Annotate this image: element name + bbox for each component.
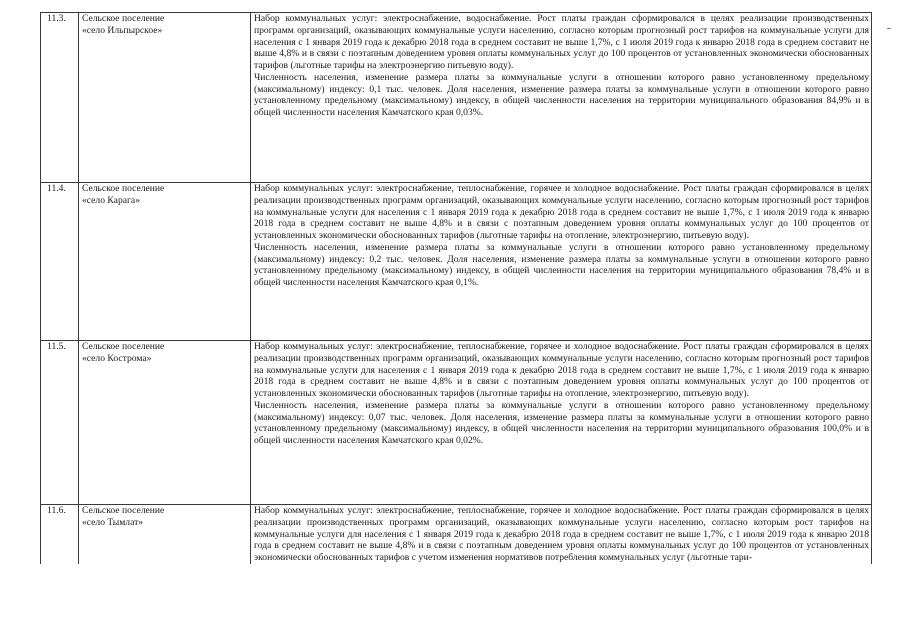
table-row bbox=[41, 505, 872, 564]
description-cell bbox=[251, 505, 872, 564]
page-mark bbox=[887, 28, 891, 29]
description-cell bbox=[251, 13, 872, 183]
settlement-type: Сельское поселение bbox=[82, 341, 165, 352]
row-number: 11.3. bbox=[41, 13, 79, 183]
settlement-type: Сельское поселение bbox=[82, 13, 165, 24]
settlement-title: «село Кострома» bbox=[82, 352, 152, 364]
services-paragraph: Набор коммунальных услуг: электроснабжение, теплоснабжение, горячее и холодное водоснабжение. Рост платы граждан сформировался в целях реализации производственных программ организаций, оказывающих коммунальные услуги населению, согласно которым рост тарифов на коммунальные услуги для населения с 1 января 2019 года к декабрю 2018 года в среднем составит не выше 1,7%, с 1 июля 2019 года к январю 2018 года в среднем составит не выше 4,8% и в связи с поэтапным доведением уровня оплаты коммунальных услуг до 100 процентов от установленных экономически обоснованных тарифов с учетом изменения нормативов потребления коммунальных услуг (льготные тари- bbox=[254, 505, 869, 563]
population-paragraph: Численность населения, изменение размера платы за коммунальные услуги в отношении которого равно установленному предельному (максимальному) индексу: 0,1 тыс. человек. Доля населения, изменение размера платы за коммунальные услуги в отношении которого равно установленному предельному (максимальному) индексу, в общей численности населения на территории муниципального образования 84,9% и в общей численности населения Камчатского края 0,03%. bbox=[254, 71, 869, 118]
table-row bbox=[41, 183, 872, 341]
description-cell bbox=[251, 341, 872, 505]
services-paragraph: Набор коммунальных услуг: электроснабжение, теплоснабжение, горячее и холодное водоснабжение. Рост платы граждан сформировался в целях реализации производственных программ организаций, оказывающих коммунальные услуги населению, согласно которым прогнозный рост тарифов на коммунальные услуги для населения с 1 января 2019 года к декабрю 2018 года в среднем составит не выше 1,7%, с 1 июля 2019 года к январю 2018 года в среднем составит не выше 4,8% и в связи с поэтапным доведением уровня оплаты коммунальных услуг до 100 процентов от установленных экономически обоснованных тарифов (льготные тарифы на отопление, электроэнергию, питьевую воду). bbox=[254, 183, 869, 241]
services-paragraph: Набор коммунальных услуг: электроснабжение, теплоснабжение, горячее и холодное водоснабжение. Рост платы граждан сформировался в целях реализации производственных программ организаций, оказывающих коммунальные услуги населению, согласно которым прогнозный рост тарифов на коммунальные услуги для населения с 1 января 2019 года к декабрю 2018 года в среднем составит не выше 1,7%, с 1 июля 2019 года к январю 2018 года в среднем составит не выше 4,8% и в связи с поэтапным доведением уровня оплаты коммунальных услуг до 100 процентов от установленных экономически обоснованных тарифов (льготные тарифы на отопление, электроэнергию, питьевую воду). bbox=[254, 341, 869, 399]
settlement-name bbox=[79, 341, 251, 505]
settlement-name bbox=[79, 505, 251, 564]
row-number: 11.5. bbox=[41, 341, 79, 505]
settlement-name bbox=[79, 13, 251, 183]
population-paragraph: Численность населения, изменение размера платы за коммунальные услуги в отношении которого равно установленному предельному (максимальному) индексу: 0,07 тыс. человек. Доля населения, изменение размера платы за коммунальные услуги в отношении которого равно установленному предельному (максимальному) индексу, в общей численности населения на территории муниципального образования 100,0% и в общей численности населения Камчатского края 0,02%. bbox=[254, 399, 869, 446]
table-row bbox=[41, 341, 872, 505]
settlement-title: «село Карага» bbox=[82, 194, 140, 206]
population-paragraph: Численность населения, изменение размера платы за коммунальные услуги в отношении которого равно установленному предельному (максимальному) индексу: 0,2 тыс. человек. Доля населения, изменение размера платы за коммунальные услуги в отношении которого равно установленному предельному (максимальному) индексу, в общей численности населения на территории муниципального образования 78,4% и в общей численности населения Камчатского края 0,1%. bbox=[254, 241, 869, 288]
settlement-type: Сельское поселение bbox=[82, 183, 165, 194]
row-number: 11.6. bbox=[41, 505, 79, 564]
table-row bbox=[41, 13, 872, 183]
row-number: 11.4. bbox=[41, 183, 79, 341]
services-paragraph: Набор коммунальных услуг: электроснабжение, водоснабжение. Рост платы граждан сформировался в целях реализации производственных программ организаций, оказывающих коммунальные услуги населению, согласно которым прогнозный рост тарифов на коммунальные услуги для населения с 1 января 2019 года к декабрю 2018 года в среднем составит не выше 1,7%, с 1 июля 2019 года к январю 2018 года в среднем составит не выше 4,8% и в связи с поэтапным доведением уровня оплаты коммунальных услуг до 100 процентов от установленных экономически обоснованных тарифов (льготные тарифы на электроэнергию питьевую воду). bbox=[254, 13, 869, 71]
settlement-title: «село Тымлат» bbox=[82, 516, 144, 528]
tariff-table bbox=[40, 12, 872, 564]
settlement-name bbox=[79, 183, 251, 341]
settlement-title: «село Ильпырское» bbox=[82, 24, 163, 36]
settlement-type: Сельское поселение bbox=[82, 505, 165, 516]
description-cell bbox=[251, 183, 872, 341]
